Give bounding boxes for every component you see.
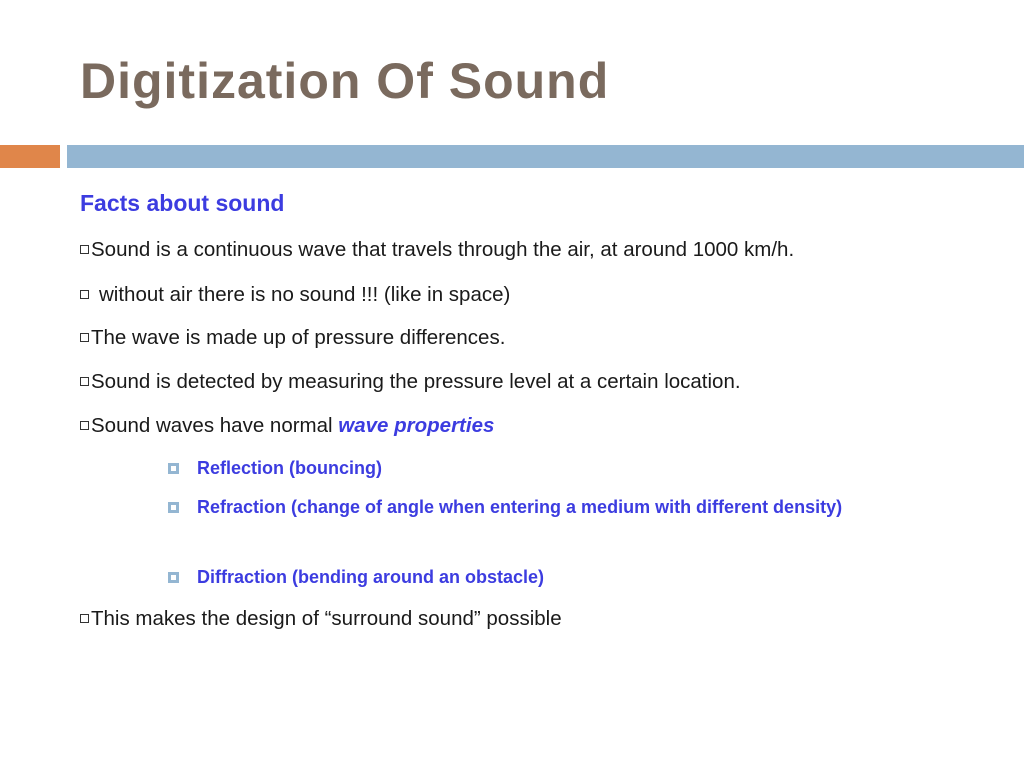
sub-bullet-item [168, 453, 971, 483]
bullet-item [80, 325, 505, 351]
bullet-item [80, 282, 510, 308]
checkbox-bullet-icon [80, 333, 89, 342]
subheading: Facts about sound [80, 190, 285, 216]
sub-bullet-item [168, 562, 971, 592]
bullet-item [80, 237, 794, 263]
bullet-text: Sound is detected by measuring the pressure level at a certain location. [91, 370, 741, 393]
slide-title: Digitization Of Sound [80, 53, 610, 109]
sub-bullet-text: Diffraction (bending around an obstacle) [197, 567, 545, 587]
bullet-text: This makes the design of “surround sound” possible [91, 607, 562, 630]
bullet-text: Sound waves have normal [91, 414, 339, 437]
bullet-item [80, 606, 562, 632]
checkbox-bullet-icon [80, 614, 89, 623]
checkbox-bullet-icon [80, 421, 89, 430]
bullet-text: without air there is no sound !!! (like in space) [99, 283, 511, 306]
accent-bar-orange [0, 145, 60, 168]
sub-bullet-text: Reflection (bouncing) [197, 458, 382, 478]
sub-bullet-text: Refraction (change of angle when entering a medium with different density) [197, 497, 843, 517]
bullet-text: The wave is made up of pressure differences. [91, 326, 506, 349]
sub-bullet-item [168, 492, 971, 522]
emphasis-text: wave properties [338, 414, 495, 437]
accent-bar-blue [67, 145, 1024, 168]
bullet-item [80, 413, 494, 439]
square-bullet-icon [168, 502, 179, 513]
square-bullet-icon [168, 463, 179, 474]
checkbox-bullet-icon [80, 377, 89, 386]
checkbox-bullet-icon [80, 245, 89, 254]
bullet-text: Sound is a continuous wave that travels through the air, at around 1000 km/h. [91, 238, 795, 261]
checkbox-bullet-icon [80, 290, 89, 299]
square-bullet-icon [168, 572, 179, 583]
bullet-item [80, 369, 741, 395]
